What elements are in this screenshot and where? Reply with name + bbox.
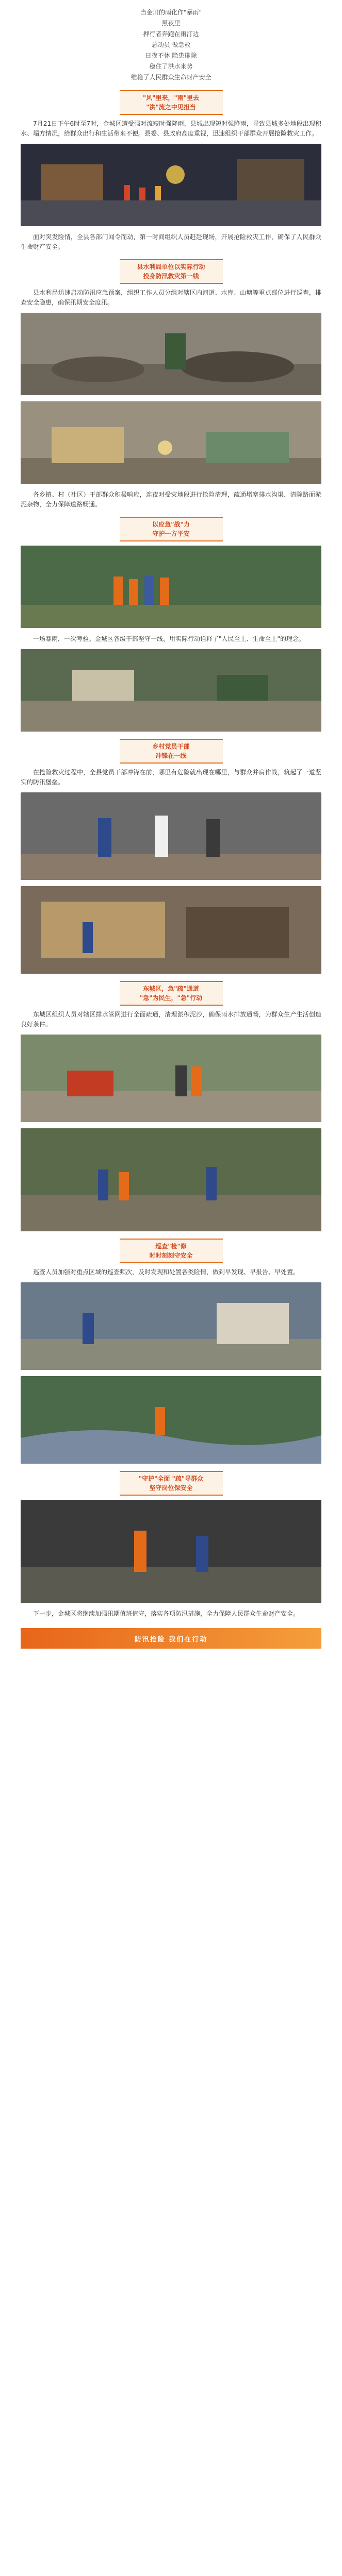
section-title (120, 981, 223, 1006)
closing-banner (21, 1628, 321, 1649)
intro-line: 日夜不休 隐患排除 (145, 52, 197, 59)
intro-line: 当金川的雨化作"暴雨" (140, 9, 202, 16)
intro-line: 总动员 做急救 (151, 41, 191, 48)
section-title-top: 巡查"检"修 (155, 1243, 187, 1250)
section-title-top: 东城区，急"疏"通道 (143, 985, 199, 992)
section-title-bottom: 守护一方平安 (152, 530, 190, 537)
photo-guard-post (21, 1500, 321, 1603)
section-title (120, 90, 223, 115)
section-title-top: 乡村党员干部 (152, 743, 190, 750)
intro-block (0, 0, 342, 83)
section-title-bottom: 时时刻刻守安全 (149, 1252, 193, 1259)
photo-river (21, 1376, 321, 1464)
intro-line: 押行者奔跑在雨汀边 (143, 30, 199, 38)
paragraph: 各乡镇、村（社区）干部群众积极响应，连夜对受灾地段进行抢险清理，疏通堵塞排水沟渠，清除路面淤泥杂物，全力保障道路畅通。 (21, 491, 321, 508)
paragraph: 面对突发险情，全县各部门闻令而动，第一时间组织人员赶赴现场，开展抢险救灾工作，确保了人民群众生命财产安全。 (21, 233, 321, 250)
section-title-bottom: 冲锋在一线 (155, 752, 187, 759)
photo-excavation (21, 401, 321, 484)
paragraph: 下一步，金城区将继续加强汛期值班值守，落实各项防汛措施，全力保障人民群众生命财产安全。 (33, 1610, 300, 1617)
photo-night-rescue (21, 144, 321, 226)
paragraph: 在抢险救灾过程中，全县党员干部冲锋在前，哪里有危险就出现在哪里，与群众并肩作战，筑起了一道坚实的防汛堡垒。 (21, 769, 321, 786)
section-title-bottom: "急"为民生，"急"行动 (139, 994, 202, 1002)
section-title (120, 517, 223, 541)
section-title-top: 以应急"战"力 (152, 521, 190, 528)
section-title-bottom: 坚守岗位保安全 (149, 1484, 193, 1492)
intro-line: 稳住了洪水来势 (149, 63, 193, 70)
intro-line: 维稳了人民群众生命财产安全 (131, 74, 211, 81)
section-title-top: 县水利局单位以实际行动 (137, 263, 205, 270)
section-title (120, 1471, 223, 1496)
section-title-bottom: 投身防汛救灾第一线 (143, 273, 199, 280)
photo-field-team (21, 546, 321, 628)
section-title (120, 739, 223, 764)
section-title-top: "风"里来，"雨"里去 (142, 94, 199, 101)
paragraph: 一场暴雨，一次考验。金城区各级干部坚守一线，用实际行动诠释了"人民至上、生命至上"的理念。 (33, 635, 305, 642)
photo-debris-road (21, 313, 321, 395)
intro-line: 黑夜里 (161, 20, 181, 27)
section-title (120, 259, 223, 284)
paragraph: 巡查人员加强对重点区域的巡查频次，及时发现和处置各类险情，做到早发现、早报告、早处置。 (33, 1268, 300, 1276)
photo-officials (21, 792, 321, 880)
paragraph: 7月21日下午6时至7时，金城区遭受强对流短时强降雨，县城出现短时强降雨，导致县城多处地段出现积水、塌方情况，给群众出行和生活带来不便。县委、县政府高度重视，迅速组织干部群众开展抢险救灾工作。 (21, 120, 321, 137)
section-title (120, 1239, 223, 1263)
paragraph: 东城区组织人员对辖区排水管网进行全面疏通，清理淤积泥沙，确保雨水排放通畅，为群众生产生活创造良好条件。 (21, 1011, 321, 1028)
photo-village-road (21, 649, 321, 732)
photo-drain-work (21, 1128, 321, 1231)
section-title-bottom: "洪"流之中见担当 (146, 104, 196, 111)
photo-shop-front (21, 886, 321, 974)
paragraph: 县水利局迅速启动防汛应急预案，组织工作人员分组对辖区内河道、水库、山塘等重点部位进行巡查，排查安全隐患，确保汛期安全度汛。 (21, 289, 321, 306)
section-title-top: "守护"全面 "疏"导群众 (138, 1475, 204, 1482)
photo-road-clearing (21, 1035, 321, 1122)
photo-inspection (21, 1282, 321, 1370)
closing-banner-text: 防汛抢险 我们在行动 (134, 1635, 208, 1643)
